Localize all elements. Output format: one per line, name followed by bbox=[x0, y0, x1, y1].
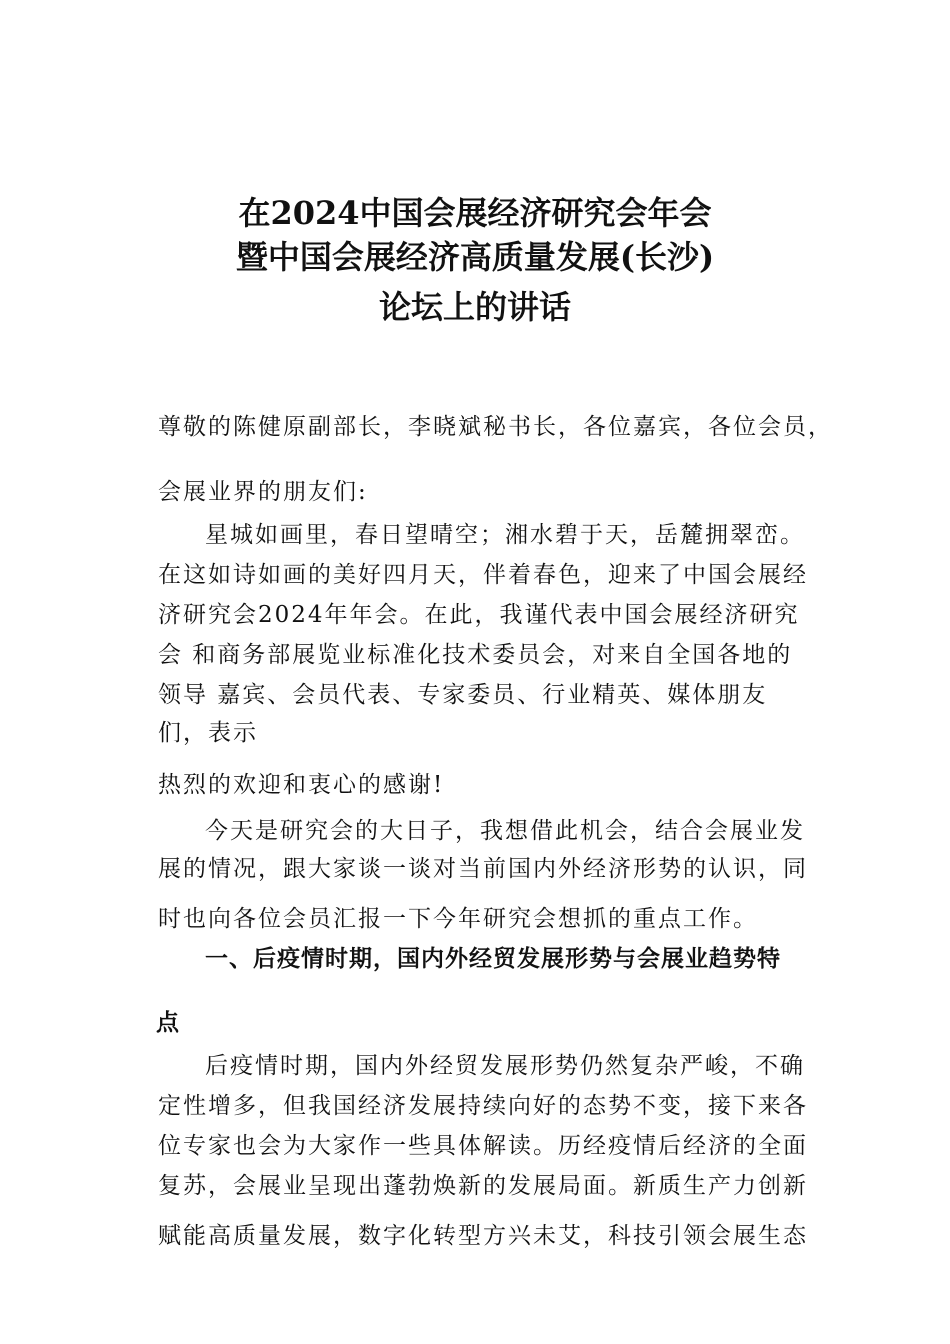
paragraph-1-line-4: 会 和商务部展览业标准化技术委员会，对来自全国各地的 bbox=[158, 642, 793, 668]
paragraph-3-line-3: 位专家也会为大家作一些具体解读。历经疫情后经济的全面 bbox=[158, 1133, 808, 1159]
paragraph-2-line-1: 今天是研究会的大日子，我想借此机会，结合会展业发 bbox=[205, 818, 805, 844]
paragraph-2-line-2: 展的情况，跟大家谈一谈对当前国内外经济形势的认识，同 bbox=[158, 856, 808, 882]
paragraph-3-line-1: 后疫情时期，国内外经贸发展形势仍然复杂严峻，不确 bbox=[205, 1053, 805, 1079]
salutation-line-2: 会展业界的朋友们: bbox=[158, 479, 368, 505]
paragraph-3-line-2: 定性增多，但我国经济发展持续向好的态势不变，接下来各 bbox=[158, 1093, 808, 1119]
salutation-line-1: 尊敬的陈健原副部长，李晓斌秘书长，各位嘉宾，各位会员， bbox=[158, 414, 833, 440]
paragraph-1-line-2: 在这如诗如画的美好四月天，伴着春色，迎来了中国会展经 bbox=[158, 562, 808, 588]
paragraph-3-line-5: 赋能高质量发展，数字化转型方兴未艾，科技引领会展生态 bbox=[158, 1223, 808, 1249]
section-heading-line-2: 点 bbox=[156, 1010, 180, 1036]
paragraph-1-line-5: 领导 嘉宾、会员代表、专家委员、行业精英、媒体朋友 bbox=[158, 682, 768, 708]
title-line-1: 在2024中国会展经济研究会年会 bbox=[238, 194, 712, 232]
paragraph-1-line-7: 热烈的欢迎和衷心的感谢! bbox=[158, 772, 445, 798]
paragraph-2-line-3: 时也向各位会员汇报一下今年研究会想抓的重点工作。 bbox=[158, 906, 758, 932]
section-heading-line-1: 一、后疫情时期，国内外经贸发展形势与会展业趋势特 bbox=[205, 946, 781, 972]
paragraph-1-line-6: 们，表示 bbox=[158, 720, 258, 746]
paragraph-1-line-1: 星城如画里，春日望晴空；湘水碧于天，岳麓拥翠峦。 bbox=[205, 522, 805, 548]
title-line-2: 暨中国会展经济高质量发展(长沙) bbox=[235, 238, 715, 276]
title-line-3: 论坛上的讲话 bbox=[378, 288, 571, 326]
paragraph-1-line-3: 济研究会2024年年会。在此，我谨代表中国会展经济研究 bbox=[158, 602, 800, 628]
paragraph-3-line-4: 复苏，会展业呈现出蓬勃焕新的发展局面。新质生产力创新 bbox=[158, 1173, 808, 1199]
